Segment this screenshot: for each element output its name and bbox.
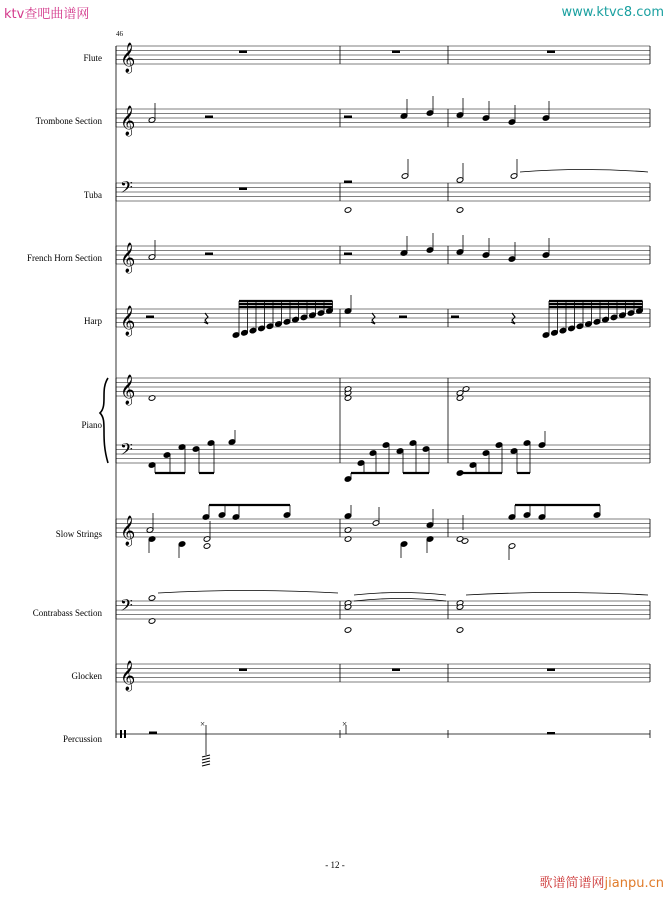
tie [354, 593, 446, 596]
instrument-label-flute: Flute [83, 53, 102, 63]
instrument-label-contrabass: Contrabass Section [32, 608, 102, 618]
bass-clef: 𝄢 [120, 595, 133, 619]
tremolo-mark [202, 764, 210, 766]
tie [466, 593, 648, 596]
treble-clef: 𝄞 [120, 375, 136, 405]
staff-lines [116, 46, 650, 734]
page-number: - 12 - [325, 860, 345, 870]
instrument-label-piano: Piano [81, 420, 102, 430]
watermark-top-left: ktv查吧曲谱网 [4, 7, 90, 22]
treble-clef: 𝄞 [120, 661, 136, 691]
tremolo-mark [202, 758, 210, 760]
whole-rest [239, 669, 247, 672]
bass-clef: 𝄢 [120, 177, 133, 201]
treble-clef: 𝄞 [120, 243, 136, 273]
treble-clef: 𝄞 [120, 306, 136, 336]
half-rest [344, 181, 352, 184]
half-rest [344, 253, 352, 256]
half-rest [205, 253, 213, 256]
barlines [100, 46, 650, 738]
note-head [203, 543, 211, 550]
half-rest [451, 316, 459, 319]
treble-clef: 𝄞 [120, 43, 136, 73]
instrument-label-tuba: Tuba [83, 190, 102, 200]
whole-rest [392, 669, 400, 672]
tie [158, 591, 338, 594]
half-rest [149, 732, 157, 735]
watermark-top-right: www.ktvc8.com [561, 5, 664, 20]
whole-rest [547, 732, 555, 735]
watermark-bottom-right-site: jianpu.cn [604, 876, 664, 891]
note-head [344, 627, 352, 634]
watermark-bottom-right-text: 歌谱简谱网 [539, 876, 605, 891]
half-rest [399, 316, 407, 319]
half-rest [344, 116, 352, 119]
instrument-label-trombone: Trombone Section [35, 116, 102, 126]
tremolo-mark [202, 755, 210, 757]
instrument-label-percussion: Percussion [63, 734, 102, 744]
note-head [456, 207, 464, 214]
tie [520, 170, 648, 173]
whole-rest [392, 51, 400, 54]
instrument-label-glocken: Glocken [71, 671, 102, 681]
tie [354, 599, 446, 602]
half-rest [146, 316, 154, 319]
percussion-x-note: × [200, 719, 206, 729]
note-head [456, 390, 464, 397]
whole-rest [547, 669, 555, 672]
whole-rest [239, 188, 247, 191]
note-head [456, 627, 464, 634]
percussion-clef [120, 730, 122, 738]
instrument-label-french-horn: French Horn Section [27, 253, 102, 263]
note-head [344, 207, 352, 214]
percussion-x-note: × [342, 719, 348, 729]
treble-clef: 𝄞 [120, 106, 136, 136]
whole-rest [239, 51, 247, 54]
treble-clef: 𝄞 [120, 516, 136, 546]
tremolo-mark [202, 761, 210, 763]
bass-clef: 𝄢 [120, 439, 133, 463]
instrument-label-slow-strings: Slow Strings [55, 529, 102, 539]
whole-rest [547, 51, 555, 54]
notes [146, 51, 648, 767]
note-head [148, 595, 156, 602]
clefs [120, 42, 135, 738]
note-head [456, 470, 464, 477]
measure-number: 46 [116, 30, 123, 38]
instrument-label-harp: Harp [84, 316, 102, 326]
piano-brace [100, 378, 108, 463]
half-rest [205, 116, 213, 119]
percussion-clef [124, 730, 126, 738]
